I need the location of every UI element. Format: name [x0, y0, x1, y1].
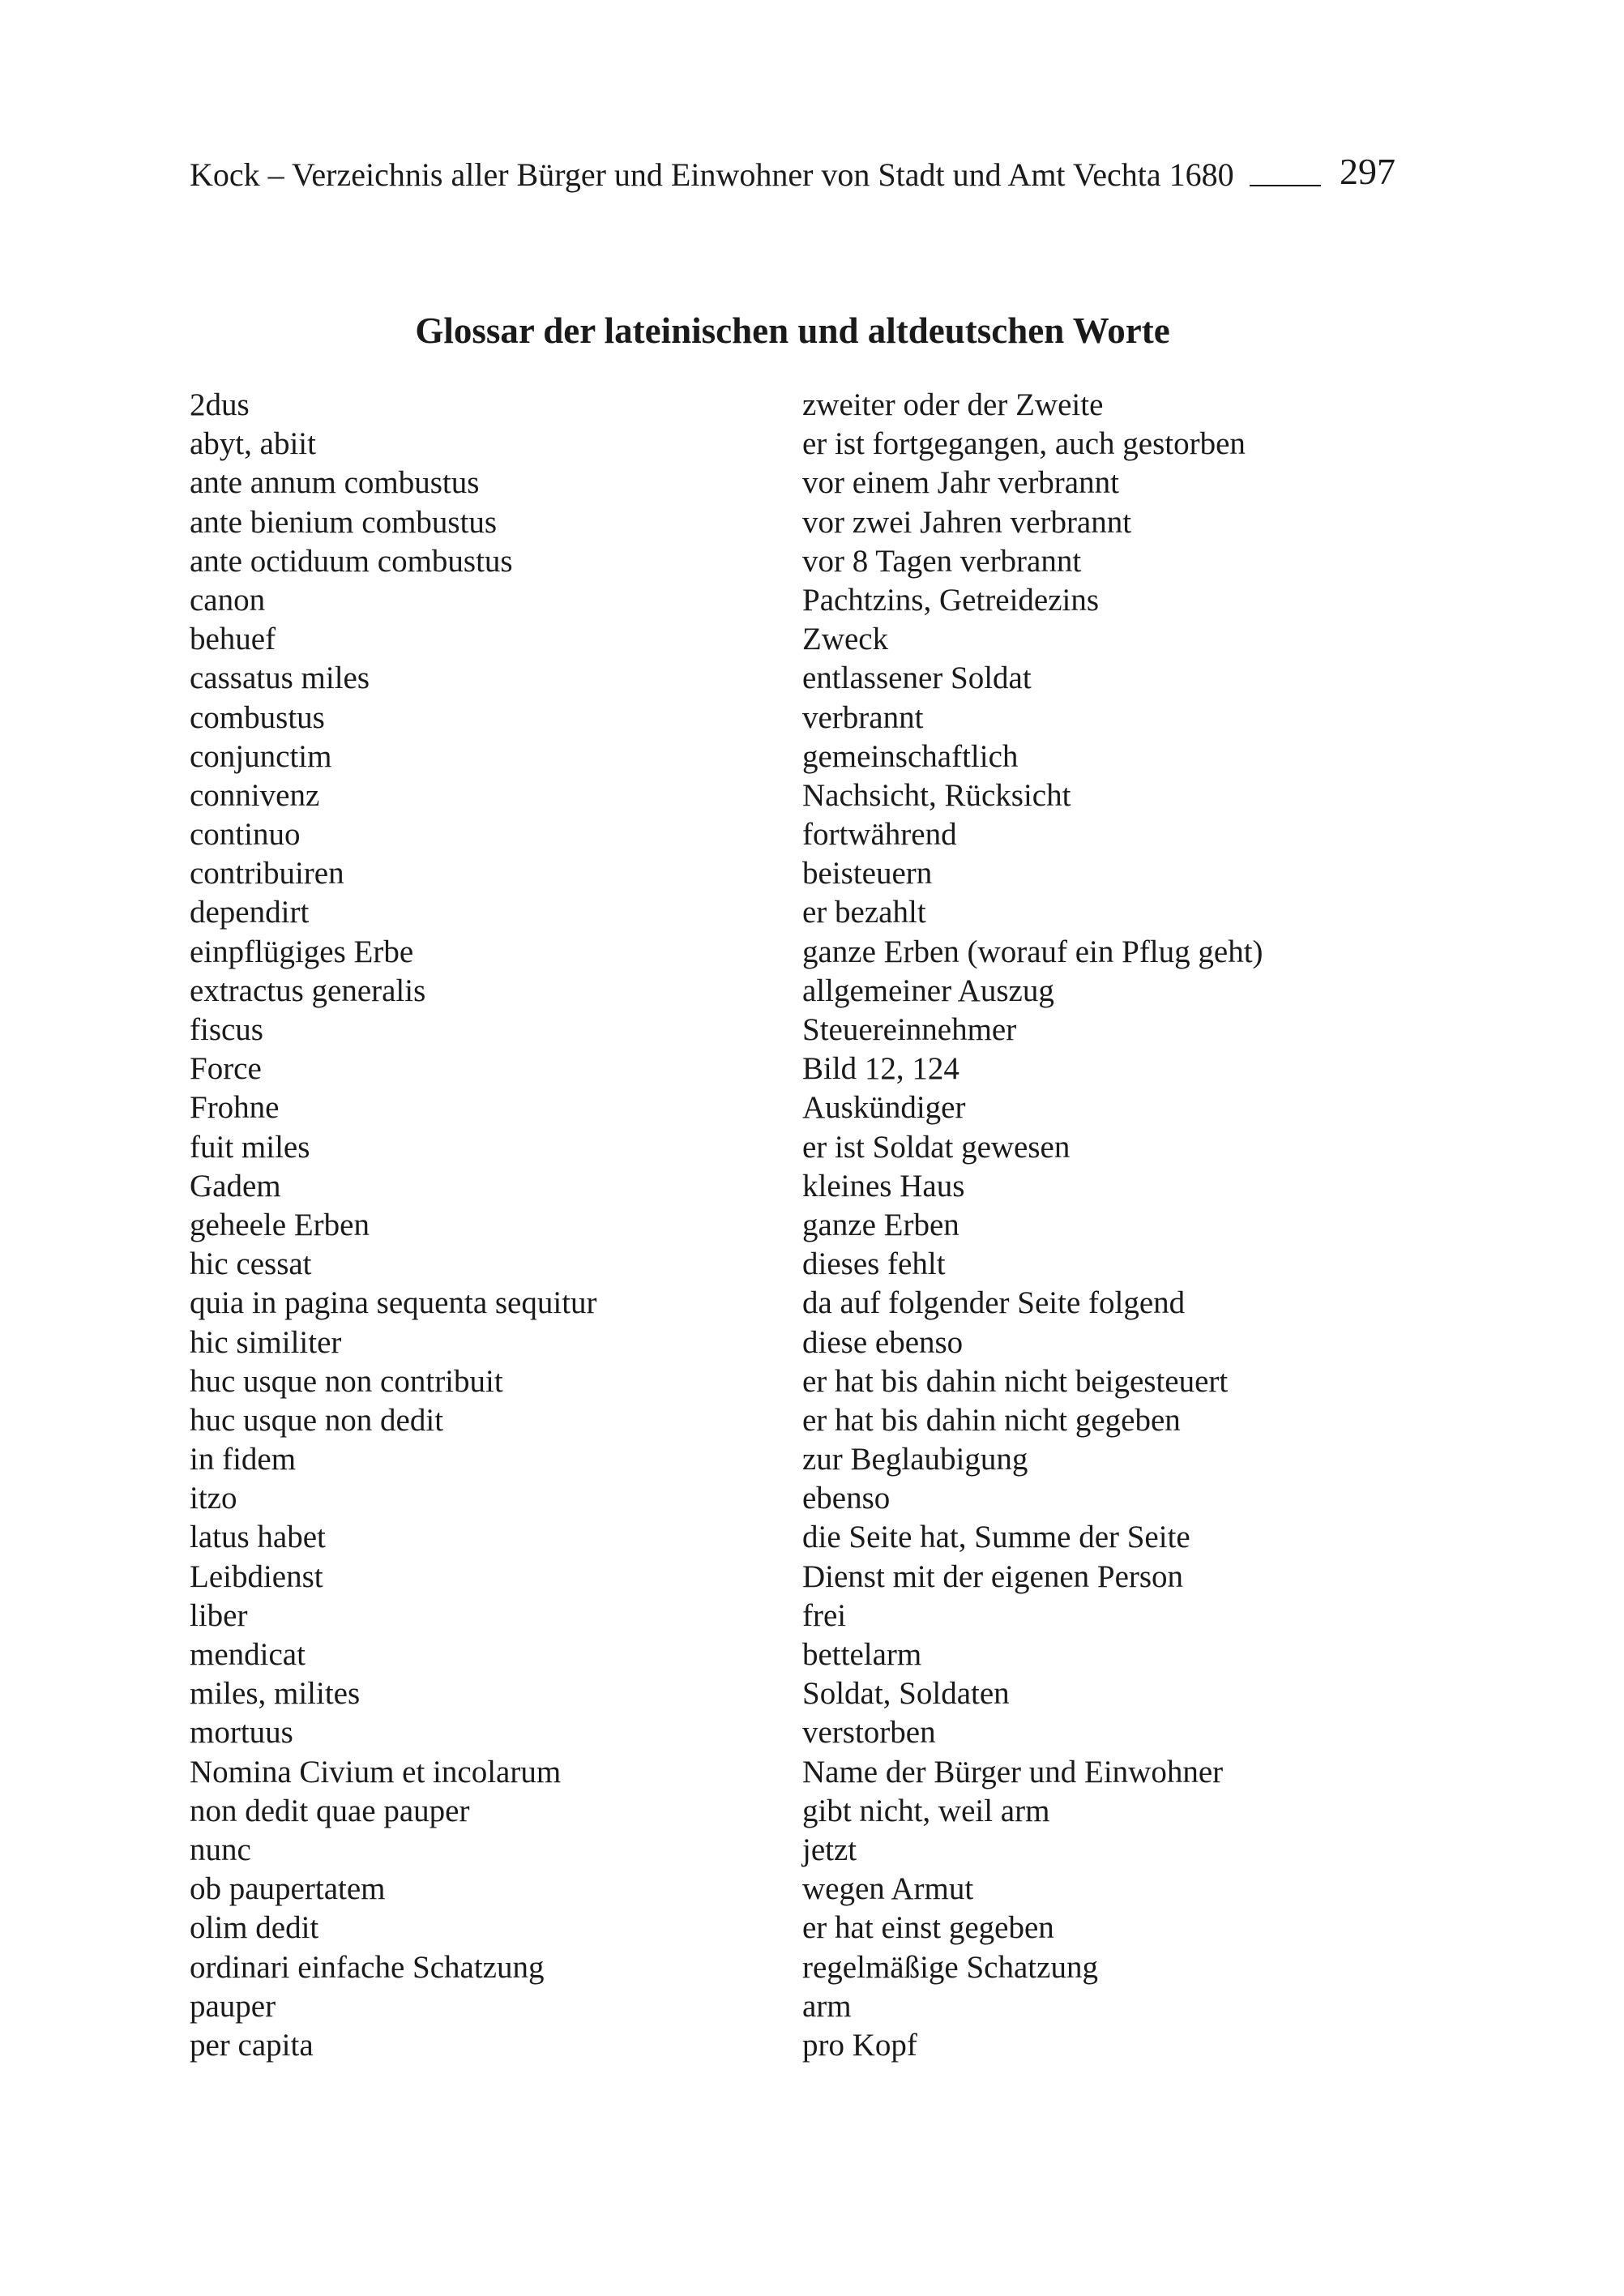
glossary-definition: die Seite hat, Summe der Seite: [802, 1520, 1190, 1555]
glossary-definition: zweiter oder der Zweite: [802, 387, 1104, 422]
glossary-entry: [190, 1674, 1395, 1713]
glossary-entry: [190, 542, 1395, 581]
glossary-term: ante octiduum combustus: [190, 543, 513, 579]
glossary-term: Force: [190, 1051, 262, 1087]
glossary-definition: Steuereinnehmer: [802, 1012, 1017, 1047]
glossary-definition: kleines Haus: [802, 1168, 965, 1204]
glossary-term: Nomina Civium et incolarum: [190, 1754, 562, 1789]
glossary-entry: [190, 1987, 1395, 2026]
glossary-entry: [190, 503, 1395, 542]
glossary-definition: er ist Soldat gewesen: [802, 1129, 1071, 1165]
glossary-term: in fidem: [190, 1442, 297, 1477]
glossary-term: connivenz: [190, 777, 320, 813]
glossary-entry: [190, 1753, 1395, 1792]
glossary-entry: [190, 1167, 1395, 1206]
glossary-term: ante annum combustus: [190, 465, 480, 501]
glossary-entry: [190, 738, 1395, 776]
glossary-entry: [190, 386, 1395, 425]
glossary-definition: da auf folgender Seite folgend: [802, 1285, 1186, 1321]
glossary-definition: ganze Erben: [802, 1207, 959, 1242]
glossary-term: ordinari einfache Schatzung: [190, 1949, 545, 1985]
glossary-definition: Dienst mit der eigenen Person: [802, 1558, 1184, 1594]
glossary-definition: diese ebenso: [802, 1324, 964, 1360]
glossary-entry: [190, 1792, 1395, 1831]
page-number: 297: [1340, 151, 1395, 192]
glossary-definition: gibt nicht, weil arm: [802, 1793, 1050, 1828]
glossary-definition: pro Kopf: [802, 2027, 917, 2063]
glossary-definition: Soldat, Soldaten: [802, 1676, 1010, 1712]
glossary-definition: arm: [802, 1988, 852, 2024]
glossary-entry: [190, 1128, 1395, 1167]
glossary-definition: wegen Armut: [802, 1871, 974, 1907]
glossary-entry: [190, 972, 1395, 1011]
glossary-term: Gadem: [190, 1168, 281, 1204]
glossary-term: pauper: [190, 1988, 276, 2024]
glossary-entry: [190, 1050, 1395, 1088]
glossary-definition: beisteuern: [802, 856, 933, 891]
glossary-term: ob paupertatem: [190, 1871, 386, 1907]
glossary-term: abyt, abiit: [190, 426, 316, 462]
glossary-entry: [190, 1909, 1395, 1948]
glossary-entry: [190, 1870, 1395, 1909]
glossary-entry: [190, 1323, 1395, 1362]
glossary-term: canon: [190, 582, 266, 618]
glossary-definition: ganze Erben (worauf ein Pflug geht): [802, 934, 1263, 969]
glossary-term: combustus: [190, 699, 325, 735]
glossary-entry: [190, 1948, 1395, 1987]
glossary-term: continuo: [190, 817, 301, 853]
glossary-term: mortuus: [190, 1715, 293, 1751]
glossary-entry: [190, 1284, 1395, 1323]
glossary-definition: regelmäßige Schatzung: [802, 1949, 1098, 1985]
glossary-definition: jetzt: [802, 1832, 857, 1867]
glossary-entry: [190, 699, 1395, 738]
glossary-definition: bettelarm: [802, 1637, 922, 1672]
glossary-term: fuit miles: [190, 1129, 310, 1165]
glossary-term: fiscus: [190, 1012, 263, 1047]
glossary-definition: Pachtzins, Getreidezins: [802, 582, 1100, 618]
glossary-term: Frohne: [190, 1090, 280, 1126]
glossary-entry: [190, 659, 1395, 698]
page-title: Glossar der lateinischen und altdeutschen Worte: [415, 310, 1170, 352]
glossary-entry: [190, 1635, 1395, 1674]
glossary-entry: [190, 1597, 1395, 1635]
glossary-definition: gemeinschaftlich: [802, 738, 1019, 774]
glossary-term: itzo: [190, 1481, 237, 1516]
glossary-definition: fortwährend: [802, 817, 957, 853]
glossary-definition: er hat einst gegeben: [802, 1910, 1054, 1946]
glossary-entry: [190, 581, 1395, 620]
glossary-term: Leibdienst: [190, 1558, 323, 1594]
glossary-definition: vor einem Jahr verbrannt: [802, 465, 1119, 501]
glossary-term: contribuiren: [190, 856, 344, 891]
header-rule: [1250, 185, 1321, 186]
glossary-entry: [190, 1713, 1395, 1752]
glossary-definition: vor zwei Jahren verbrannt: [802, 504, 1132, 540]
glossary-term: miles, milites: [190, 1676, 361, 1712]
glossary-term: huc usque non contribuit: [190, 1363, 503, 1399]
glossary-definition: er hat bis dahin nicht gegeben: [802, 1402, 1181, 1438]
glossary-entry: [190, 1088, 1395, 1127]
glossary-term: latus habet: [190, 1520, 326, 1555]
glossary-term: per capita: [190, 2027, 314, 2063]
glossary-term: hic similiter: [190, 1324, 342, 1360]
glossary-definition: verbrannt: [802, 699, 924, 735]
glossary-definition: frei: [802, 1597, 847, 1633]
glossary-term: olim dedit: [190, 1910, 319, 1946]
glossary-definition: Auskündiger: [802, 1090, 966, 1126]
glossary-entry: [190, 1401, 1395, 1440]
glossary-definition: Nachsicht, Rücksicht: [802, 777, 1071, 813]
glossary-entry: [190, 1518, 1395, 1557]
glossary-definition: er hat bis dahin nicht beigesteuert: [802, 1363, 1229, 1399]
glossary-entry: [190, 854, 1395, 893]
glossary-definition: vor 8 Tagen verbrannt: [802, 543, 1082, 579]
glossary-entry: [190, 1206, 1395, 1245]
glossary-entry: [190, 815, 1395, 854]
glossary-definition: Name der Bürger und Einwohner: [802, 1754, 1224, 1789]
glossary-definition: er ist fortgegangen, auch gestorben: [802, 426, 1246, 462]
glossary-definition: allgemeiner Auszug: [802, 973, 1054, 1008]
glossary-term: quia in pagina sequenta sequitur: [190, 1285, 597, 1321]
glossary-term: dependirt: [190, 895, 310, 930]
glossary-term: cassatus miles: [190, 661, 370, 696]
glossary-entry: [190, 2026, 1395, 2065]
glossary-list: [190, 386, 1395, 2065]
glossary-entry: [190, 425, 1395, 464]
glossary-term: liber: [190, 1597, 248, 1633]
glossary-definition: zur Beglaubigung: [802, 1442, 1028, 1477]
glossary-entry: [190, 1440, 1395, 1479]
glossary-term: huc usque non dedit: [190, 1402, 444, 1438]
glossary-term: 2dus: [190, 387, 250, 422]
glossary-term: hic cessat: [190, 1246, 312, 1282]
glossary-entry: [190, 1245, 1395, 1284]
glossary-entry: [190, 620, 1395, 659]
glossary-term: einpflügiges Erbe: [190, 934, 414, 969]
glossary-definition: Zweck: [802, 622, 889, 657]
glossary-definition: verstorben: [802, 1715, 936, 1751]
glossary-entry: [190, 893, 1395, 932]
glossary-entry: [190, 1362, 1395, 1401]
glossary-entry: [190, 1479, 1395, 1518]
glossary-definition: ebenso: [802, 1481, 891, 1516]
glossary-definition: dieses fehlt: [802, 1246, 946, 1282]
running-head: [190, 152, 1395, 198]
glossary-term: nunc: [190, 1832, 251, 1867]
glossary-entry: [190, 776, 1395, 815]
glossary-term: behuef: [190, 622, 276, 657]
glossary-term: ante bienium combustus: [190, 504, 498, 540]
glossary-definition: Bild 12, 124: [802, 1051, 959, 1087]
glossary-entry: [190, 464, 1395, 502]
glossary-term: extractus generalis: [190, 973, 426, 1008]
glossary-term: geheele Erben: [190, 1207, 370, 1242]
running-title: Kock – Verzeichnis aller Bürger und Einwohner von Stadt und Amt Vechta 1680: [190, 156, 1234, 193]
glossary-term: non dedit quae pauper: [190, 1793, 470, 1828]
glossary-definition: er bezahlt: [802, 895, 926, 930]
glossary-entry: [190, 1831, 1395, 1870]
glossary-entry: [190, 1011, 1395, 1050]
glossary-term: conjunctim: [190, 738, 332, 774]
glossary-entry: [190, 933, 1395, 972]
glossary-definition: entlassener Soldat: [802, 661, 1032, 696]
glossary-term: mendicat: [190, 1637, 306, 1672]
glossary-entry: [190, 1558, 1395, 1597]
